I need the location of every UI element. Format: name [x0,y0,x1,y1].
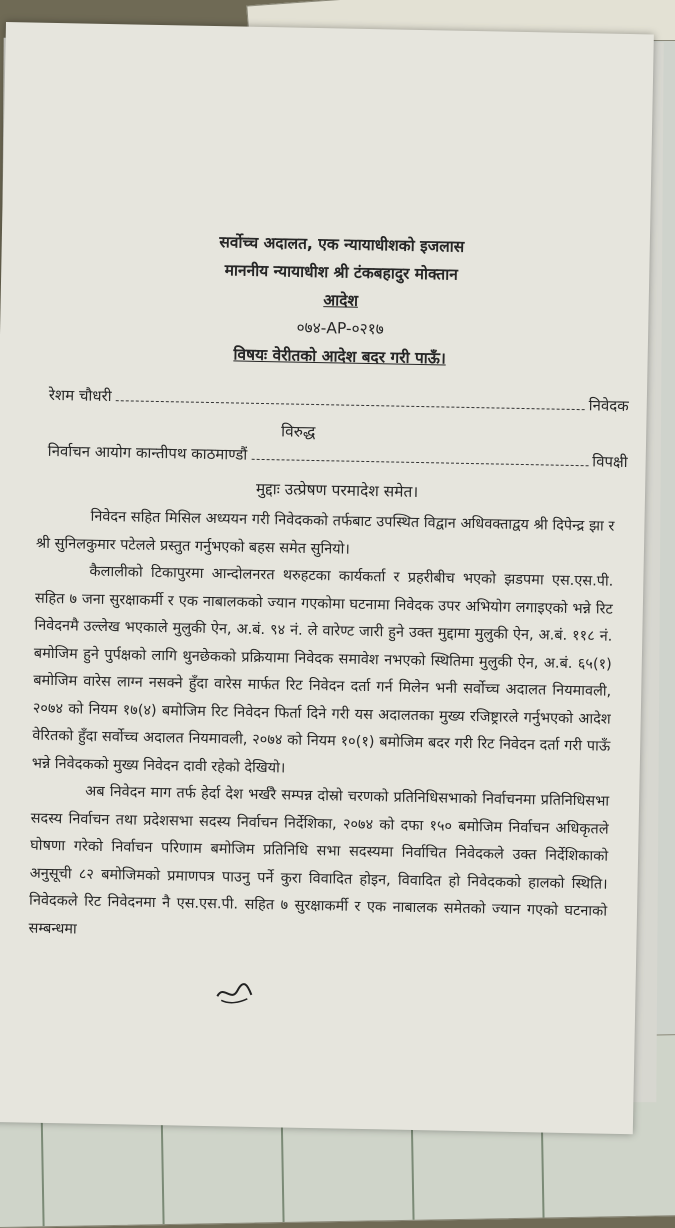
respondent-role: विपक्षी [592,452,628,472]
body-paragraph: अब निवेदन माग तर्फ हेर्दा देश भर्खरै सम्पन्न दोस्रो चरणको प्रतिनिधिसभाको निर्वाचनमा प्रतिनिधिसभा सदस्य निर्वाचन तथा प्रदेशसभा सदस्य निर्वाचन निर्देशिका, २०७४ को दफा १५० बमोजिम निर्वाचन अधिकृतले घोषणा गरेको निर्वाचन परिणाम बमोजिम प्रतिनिधि सभा सदस्यमा निर्वाचित निवेदकले उक्त निर्देशिकाको अनुसूची ८२ बमोजिमको प्रमाणपत्र पाउनु पर्ने कुरा विवादित होइन, विवादित हो निवेदकको हालको स्थिति। निवेदकले रिट निवेदनमा नै एस.एस.पी. सहित ७ सुरक्षाकर्मी र एक नाबालक समेतको ज्यान गएको घटनाको सम्बन्धमा [28,783,610,938]
initial-signature [213,978,256,1007]
case-type: मुद्दाः उत्प्रेषण परमादेश समेत। [255,479,419,501]
dashed-line [115,400,584,410]
court-order-document [0,22,654,1134]
respondent-row [48,441,628,472]
judge-line: माननीय न्यायाधीश श्री टंकबहादुर मोक्तान [224,261,458,284]
respondent-name: निर्वाचन आयोग कान्तीपथ काठमाण्डौं [47,441,248,464]
body-paragraph: कैलालीको टिकापुरमा आन्दोलनरत थरुहटका कार्यकर्ता र प्रहरीबीच भएको झडपमा एस.एस.पी. सहित ७ जना सुरक्षाकर्मी र एक नाबालकको ज्यान गएकोमा घटनामा निवेदक उपर अभियोग लगाइएको भन्ने रिट निवेदनमै उल्लेख भएकाले मुलुकी ऐन, अ.बं. ९४ नं. ले वारेण्ट जारी हुने उक्त मुद्दामा मुलुकी ऐन, अ.बं. ११८ नं. बमोजिम हुने पुर्पक्षको लागि थुनछेकको प्रक्रियामा निवेदक समावेश नभएको स्थितिमा मुलुकी ऐन, अ.बं. ६५(१) बमोजिम वारेस लाग्न नसक्ने हुँदा वारेस मार्फत रिट निवेदन दर्ता गर्न मिलेन भनी सर्वोच्च अदालत नियमावली, २०७४ को नियम १७(४) बमोजिम रिट निवेदन फिर्ता दिने गरी यस अदालतका मुख्य रजिष्ट्रारले गर्नुभएको आदेश वेरितको हुँदा सर्वोच्च अदालत नियमावली, २०७४ को नियम १०(१) बमोजिम बदर गरी रिट निवेदन दर्ता गरी पाऊँ भन्ने निवेदकको मुख्य निवेदन दावी रहेको देखियो। [31,563,614,776]
petitioner-role: निवेदक [588,396,629,416]
order-title: आदेश [323,291,359,310]
petitioner-row [49,385,629,416]
case-number: ०७४-AP-०२१७ [296,318,384,339]
order-body [28,503,614,954]
subject-line: विषयः वेरीतको आदेश बदर गरी पाऊँ। [233,345,446,368]
court-line: सर्वोच्च अदालत, एक न्यायाधीशको इजलास [219,233,465,256]
body-paragraph: निवेदन सहित मिसिल अध्ययन गरी निवेदकको तर्फबाट उपस्थित विद्वान अधिवक्ताद्वय श्री दिपेन्द्र झा र श्री सुनिलकुमार पटेलले प्रस्तुत गर्नुभएको बहस समेत सुनियो। [35,508,615,558]
petitioner-name: रेशम चौधरी [48,385,112,406]
dashed-line [251,459,588,466]
document-sheet [0,22,654,1134]
versus-label: विरुद्ध [280,422,316,442]
